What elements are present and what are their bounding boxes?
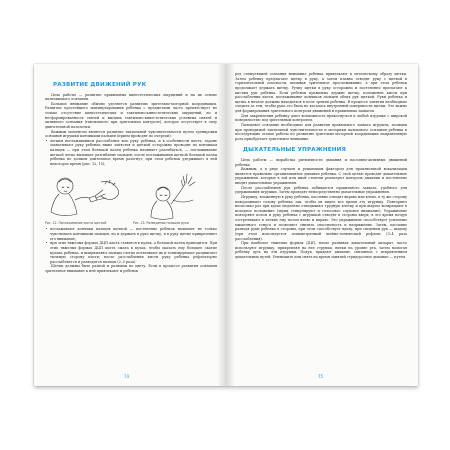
gutter-shadow-right <box>226 64 235 386</box>
bullet-item: • поглаживают кончики пальцев щеткой — постепенно ребенок начинает не только чувствовать кончиками пальцев, но и держать в руке щетку, и в руку щетке прикрепляют его внимание; <box>45 227 217 241</box>
gutter-shadow-left <box>217 64 226 386</box>
page-number-left: 74 <box>124 374 130 379</box>
paragraph: Важным, а в ряде случаев и решающим фактором для произвольной вокализации является правильно организованное дыхание ребенка. С этой целью проводят дыхательные упражнения, которые в той или иной степени реализуют контроль дыхания и постепенно вводят дыхательные упражнения. <box>235 167 407 186</box>
page-number-right: 75 <box>318 374 324 379</box>
section-heading-hand-movements: РАЗВИТИЕ ДВИЖЕНИЙ РУК <box>53 82 147 88</box>
right-page <box>226 64 418 386</box>
brush-stroking-hand-illustration <box>45 170 129 222</box>
left-page <box>34 64 226 386</box>
paragraph: Большое внимание обычно уделяется развитию зрительно-моторной координации. Развитие простейшего манипулирования ребенка с предметами часто препятствует не только отсутствие кинестетических и тактильно-кинестетических ощущений, но и несформированность связей и высших тактильно-кинестетических условных связей и активного осязания (тактильного при зрительном контроле), которое отсутствует в силу двигательной патологии. <box>45 101 217 129</box>
paragraph: Игрушку, вложенную в руку ребенка, пассивно отводят вправо или влево, в ту же сторону поворачивают голову ребенка так, чтобы он видел все время эту игрушку. Повторяют несколько раз при вдохе медленно откидывают грудную клетку и при выдохе возвращают в исходное положение (звуки стимулируют и голосовое слуховое внимание). Упражнение повторяют потом и руку ребенка с игрушкой отводят в стороны вверх; в это время воздух отстреливают в легкие ему потом влево и вправо. Это упражнение способствует усилению мышечного тонуса и позволяет снизить спастичность и напряжение. Затем, пассивно разводя руки ребенка в стороны, при этом способствует вдоху, при сведении рук — выдоху (при этом используется асимметричный шейно-тонический рефлекс (3–4 раза расслабления). <box>235 194 407 241</box>
bullet-item: • легким поглаживанием расслабляют всю руку ребенка, и в особенности кисть; ладонь захватывают руку ребенка ниже запястья и щеткой осторожно проводят по кончикам пальцев — при этом большой палец ребенка начинает разгибаться, — поглаживание щеткой легко вызывает разгибание пальцев; после поглаживания щеткой большой палец ребенка не должен длительное время разогнут, при этом ребенок удерживает в ней некоторое время (рис. 12, 15); <box>45 139 217 167</box>
book-spread <box>34 64 418 386</box>
paragraph: Пальцевое осязание необходимо для развития правильного захвата игрушек, позиции при проводимой тактильной чувствительности и моторики пальцевого осязания ребенка в последующих этапах работы по развитию зрительно-моторной координации направленную роль приобретает зрительное внимание. <box>235 122 407 141</box>
figure-row <box>45 170 217 226</box>
section-heading-breathing-exercises: ДЫХАТЕЛЬНЫЕ УПРАЖНЕНИЯ <box>243 147 347 154</box>
figure-caption: Рис. 12. Поглаживание кисти щеткой <box>45 220 107 225</box>
paragraph: Щетки должны быть разной и разными по цвету. Если в процессе развития осязания зрительное внимание к ней привлекают и ребенок <box>45 264 217 274</box>
paragraph: ред стимуляцией осязания внимание ребенка привлекают к оптическому образу щетки. Затем ребенку предлагают щетку в руку, а затем плавно отводят руку с щеткой в горизонтальной плоскости, вызывая зрительное прослеживание, а при этом ребенок продолжает держать щетку. Ручку щетки в руку осторожно и постепенно прилагают к кистям рук ребенка. Если ребенок правильно держит щетку, положение кисти при расслаблении кисти, поглаживание кончиков пальцев обеих рук щеткой. Руки ребенка и щетка в начале должны находиться в поле зрения ребенка. В процессе занятия необходимо следить за тем, чтобы рука его была не касалась внутренней поверхности щетки. Это важно для формирования зрительного контроля движений и правильных захватов. <box>235 72 407 113</box>
paragraph: Цель работы — развитие правильных кинестетических ощущений и на их основе пальчикового осязания. <box>45 92 217 102</box>
bullet-list <box>45 227 217 264</box>
paragraph: После расслабления рук ребенка добиваются правильного захвата, удобного для удерживания игрушки. Затем проводят непосредственно дыхательные упражнения. <box>235 185 407 195</box>
figure-12 <box>45 170 129 226</box>
paragraph: Цель работы — выработка ритмичности дыхания и пассивно-активных движений ребенка. <box>235 157 407 167</box>
paragraph: При наиболее тяжелых формах ДЦП, плохо развивая дыхательный аппарат, часто используют игрушку, прикрепляя на нее струнки, нитки на уровне рта, затем помогая ребенку дуть на эти игрушки. Подув, придают дыхание, связанное с искривлением дыхательных путей. Уменьшить или снять на время занятий стридорозное дыхание — путем <box>235 241 407 260</box>
bullet-item: • при этих тяжелых формах ДЦП кисть ставится в кулак, а большой палец приводится. При этих тяжелых формах ДЦП кисть сжата в кулак, чтобы оказать ему большее скатие кулака ребенка, и выпрямляют пальцы слегка потягивают их и тонизирующее раздвигают тыльную сторону кисти; после расслабления кисти руку ребенка рефлекторно расслабляется и разводится пальцы (2–3 раза). <box>45 241 217 264</box>
figure-caption: Рис. 13. Разведение пальцев руки <box>133 220 189 225</box>
paragraph: Важным моментом является развитие тактильной чувствительности путем тренировки осязания игрушки кончиками пальцев (прием проводят по очереди): <box>45 129 217 139</box>
paragraph: Для закрепления ребенку дают возможность прикоснуться к любой игрушке с широкой поверхностью под зрительным контролем. <box>235 113 407 123</box>
bullet-list <box>45 139 217 167</box>
figure-13 <box>133 170 217 226</box>
finger-spreading-illustration <box>133 170 217 222</box>
